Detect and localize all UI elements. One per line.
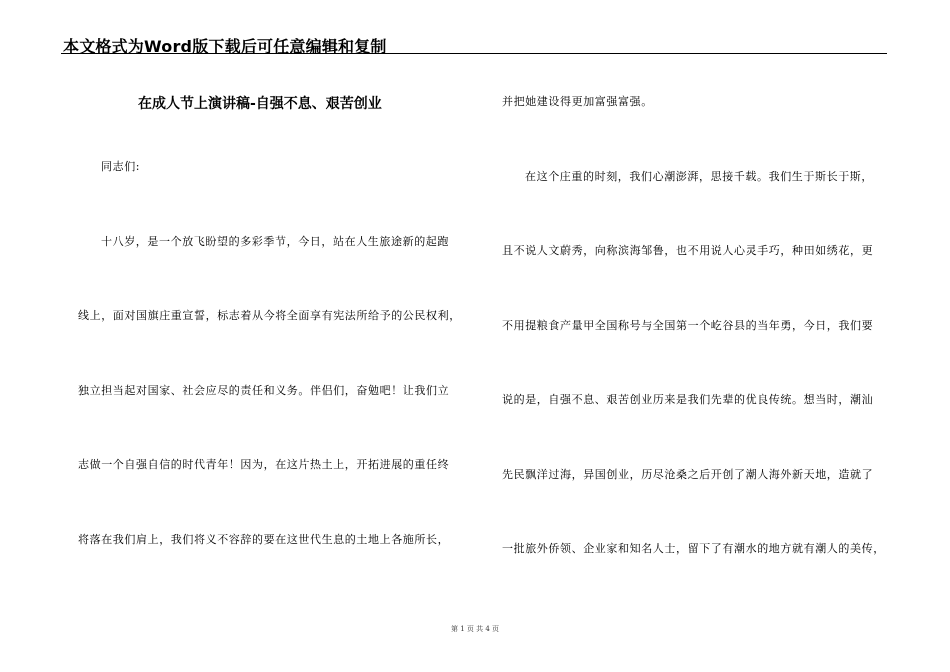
right-line-3: 不用提粮食产量甲全国称号与全国第一个屹谷县的当年勇，今日，我们要 [502, 319, 874, 332]
document-title: 在成人节上演讲稿-自强不息、艰苦创业 [138, 96, 382, 112]
left-line-0: 同志们: [101, 160, 141, 173]
left-line-5: 将落在我们肩上，我们将义不容辞的要在这世代生息的土地上各施所长， [78, 533, 450, 546]
right-line-6: 一批旅外侨领、企业家和知名人士，留下了有潮水的地方就有潮人的美传， [502, 542, 885, 555]
left-line-3: 独立担当起对国家、社会应尽的责任和义务。伴侣们，奋勉吧！让我们立 [78, 384, 450, 397]
left-line-2: 线上，面对国旗庄重宣誓，标志着从今将全面享有宪法所给予的公民权利， [78, 309, 461, 322]
page-footer: 第 1 页 共 4 页 [450, 625, 500, 633]
left-line-1: 十八岁，是一个放飞盼望的多彩季节，今日，站在人生旅途新的起跑 [101, 235, 449, 248]
right-line-1: 在这个庄重的时刻，我们心潮澎湃，思接千载。我们生于斯长于斯， [525, 170, 873, 183]
right-line-0: 并把她建设得更加富强富强。 [502, 95, 653, 108]
header-rule [61, 53, 887, 54]
right-line-5: 先民飘洋过海，异国创业，历尽沧桑之后开创了潮人海外新天地，造就了 [502, 468, 874, 481]
right-line-4: 说的是，自强不息、艰苦创业历来是我们先辈的优良传统。想当时，潮汕 [502, 393, 874, 406]
left-line-4: 志做一个自强自信的时代青年！因为，在这片热土上，开拓进展的重任终 [78, 458, 450, 471]
page-header: 本文格式为Word版下载后可任意编辑和复制 [63, 37, 387, 56]
right-line-2: 且不说人文蔚秀，向称滨海邹鲁，也不用说人心灵手巧，种田如绣花，更 [502, 244, 874, 257]
